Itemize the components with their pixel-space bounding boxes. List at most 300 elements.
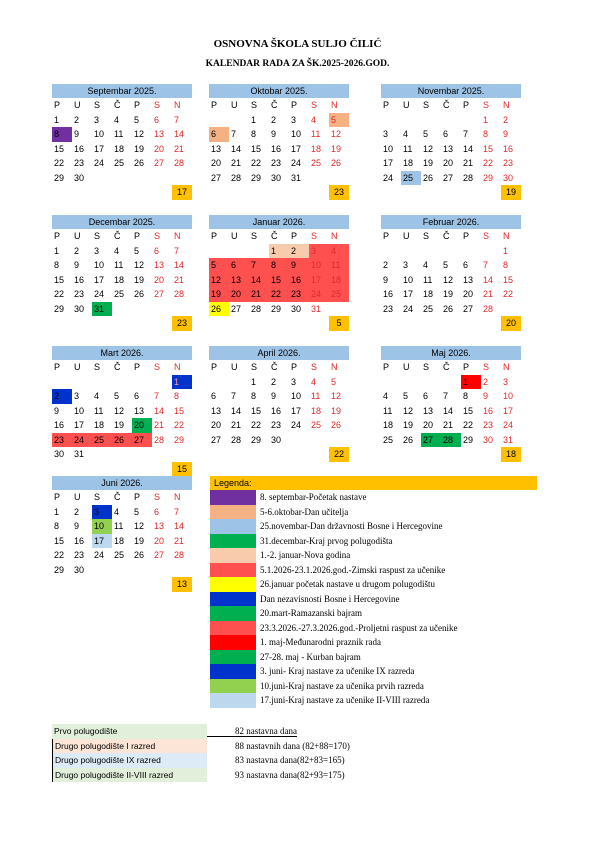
day-cell: 5 <box>423 129 429 139</box>
day-cell: 24 <box>94 550 105 560</box>
day-cell: 6 <box>209 127 229 142</box>
legend-swatch <box>210 679 256 694</box>
day-cell: 7 <box>174 245 180 256</box>
empty-cell <box>209 316 229 331</box>
weekday-label: P <box>291 231 298 241</box>
day-cell: 18 <box>114 274 125 285</box>
legend-swatch <box>210 534 256 549</box>
day-cell: 26 <box>134 158 145 168</box>
empty-cell <box>92 462 112 477</box>
day-cell: 26 <box>331 420 342 430</box>
weekday-label: S <box>483 100 490 110</box>
empty-cell <box>421 244 441 259</box>
day-cell: 14 <box>231 143 242 154</box>
empty-cell <box>172 563 192 578</box>
day-cell: 1 <box>503 245 509 256</box>
day-cell: 24 <box>291 420 302 430</box>
weekday-label: S <box>483 231 490 241</box>
day-cell: 25 <box>329 287 349 302</box>
empty-cell <box>112 563 132 578</box>
day-cell: 24 <box>309 287 329 302</box>
day-cell: 21 <box>154 420 165 430</box>
teaching-days-count: 15 <box>172 462 192 477</box>
empty-cell <box>72 462 92 477</box>
day-cell: 7 <box>174 114 180 125</box>
day-cell: 23 <box>383 303 394 314</box>
empty-cell <box>229 447 249 462</box>
weekday-label: Č <box>271 100 278 110</box>
day-cell: 28 <box>483 303 494 314</box>
day-cell: 5 <box>403 391 409 401</box>
day-cell: 6 <box>154 114 160 125</box>
empty-cell <box>209 447 229 462</box>
summary-row <box>52 739 372 754</box>
empty-cell <box>72 316 92 331</box>
day-cell: 13 <box>423 405 434 416</box>
summary-row <box>52 724 372 739</box>
weekday-label: N <box>331 362 338 372</box>
day-cell: 3 <box>94 245 100 256</box>
summary-value: 88 nastavnih dana (82+88=170) <box>235 740 350 751</box>
weekday-label: S <box>311 362 318 372</box>
day-cell: 1 <box>251 114 257 125</box>
empty-cell <box>152 171 172 186</box>
day-cell: 1 <box>54 506 60 517</box>
day-cell: 20 <box>463 289 474 299</box>
day-cell: 16 <box>383 289 394 299</box>
weekday-label: P <box>383 362 390 372</box>
day-cell: 4 <box>114 114 120 125</box>
empty-cell <box>441 316 461 331</box>
day-cell: 11 <box>94 405 104 416</box>
day-cell: 16 <box>54 420 65 430</box>
day-cell: 23 <box>483 420 494 430</box>
empty-cell <box>152 316 172 331</box>
day-cell: 12 <box>134 129 145 139</box>
day-cell: 7 <box>231 391 237 401</box>
empty-cell <box>421 316 441 331</box>
day-cell: 29 <box>483 172 494 183</box>
empty-cell <box>401 244 421 259</box>
summary-label: Prvo polugodište <box>52 724 207 739</box>
empty-cell <box>112 577 132 592</box>
day-cell: 23 <box>74 158 85 168</box>
day-grid <box>209 229 349 331</box>
day-cell: 12 <box>423 143 434 154</box>
empty-cell <box>152 577 172 592</box>
day-cell: 18 <box>403 158 414 168</box>
legend-text: 1.-2. januar-Nova godina <box>260 550 351 561</box>
empty-cell <box>269 316 289 331</box>
weekday-label: P <box>54 100 61 110</box>
day-cell: 18 <box>311 143 322 154</box>
day-cell: 30 <box>74 172 85 183</box>
day-cell: 8 <box>503 260 509 270</box>
day-cell: 22 <box>503 289 514 299</box>
empty-cell <box>401 113 421 128</box>
teaching-days-count: 19 <box>501 185 521 200</box>
day-cell: 31 <box>74 449 85 459</box>
day-cell: 23 <box>271 158 282 168</box>
empty-cell <box>309 171 329 186</box>
weekday-label: S <box>423 231 430 241</box>
day-cell: 4 <box>403 129 409 139</box>
weekday-label: N <box>503 100 510 110</box>
legend-text: 5.1.2026-23.1.2026.god.-Zimski raspust za učenike <box>260 564 446 575</box>
day-cell: 5 <box>329 113 349 128</box>
day-cell: 29 <box>174 434 185 445</box>
weekday-label: P <box>54 362 61 372</box>
weekday-label: N <box>174 362 181 372</box>
empty-cell <box>381 375 401 390</box>
day-cell: 10 <box>74 405 85 416</box>
day-cell: 23 <box>503 158 514 168</box>
month-block <box>209 346 349 462</box>
day-cell: 6 <box>423 391 429 401</box>
weekday-label: S <box>423 362 430 372</box>
day-cell: 2 <box>271 376 277 387</box>
month-name: Maj 2026. <box>381 346 521 360</box>
weekday-label: P <box>134 492 141 502</box>
legend-swatch <box>210 650 256 665</box>
weekday-label: N <box>331 231 338 241</box>
weekday-label: Č <box>443 100 450 110</box>
day-cell: 12 <box>403 405 414 416</box>
empty-cell <box>52 462 72 477</box>
day-cell: 24 <box>291 158 302 168</box>
day-cell: 8 <box>463 391 469 401</box>
day-cell: 9 <box>271 129 277 139</box>
weekday-label: S <box>94 100 101 110</box>
day-cell: 17 <box>94 274 105 285</box>
day-cell: 24 <box>72 433 92 448</box>
empty-cell <box>309 447 329 462</box>
empty-cell <box>309 433 329 448</box>
weekday-label: P <box>291 100 298 110</box>
day-cell: 9 <box>54 405 60 416</box>
day-cell: 31 <box>503 434 514 445</box>
empty-cell <box>441 113 461 128</box>
teaching-days-count: 18 <box>501 447 521 462</box>
day-cell: 28 <box>154 434 165 445</box>
day-cell: 11 <box>311 391 321 401</box>
empty-cell <box>229 113 249 128</box>
day-grid <box>52 360 192 476</box>
legend-swatch <box>210 548 256 563</box>
empty-cell <box>152 447 172 462</box>
legend-item <box>210 519 537 534</box>
weekday-label: Č <box>114 231 121 241</box>
day-cell: 7 <box>249 258 269 273</box>
weekday-label: U <box>74 492 81 502</box>
empty-cell <box>329 302 349 317</box>
day-cell: 2 <box>74 245 80 256</box>
summary-row <box>52 768 372 783</box>
empty-cell <box>132 171 152 186</box>
day-cell: 10 <box>403 274 414 285</box>
day-cell: 27 <box>211 172 222 183</box>
day-cell: 29 <box>54 564 65 575</box>
days-summary <box>52 724 372 782</box>
month-name: Mart 2026. <box>52 346 192 360</box>
weekday-label: N <box>503 231 510 241</box>
empty-cell <box>92 577 112 592</box>
day-cell: 25 <box>311 420 322 430</box>
weekday-label: S <box>94 362 101 372</box>
day-cell: 16 <box>271 405 282 416</box>
day-cell: 30 <box>271 172 282 183</box>
day-cell: 26 <box>209 302 229 317</box>
day-cell: 3 <box>92 505 112 520</box>
day-cell: 31 <box>311 303 322 314</box>
day-cell: 13 <box>154 260 165 270</box>
day-cell: 23 <box>74 550 85 560</box>
day-cell: 10 <box>291 129 302 139</box>
day-cell: 8 <box>52 127 72 142</box>
day-cell: 19 <box>331 405 342 416</box>
day-cell: 17 <box>291 143 302 154</box>
day-cell: 21 <box>463 158 474 168</box>
empty-cell <box>92 563 112 578</box>
day-cell: 14 <box>463 143 474 154</box>
day-cell: 22 <box>174 420 185 430</box>
day-cell: 21 <box>249 287 269 302</box>
day-cell: 2 <box>483 376 489 387</box>
empty-cell <box>132 447 152 462</box>
legend-item <box>210 693 537 708</box>
day-cell: 8 <box>269 258 289 273</box>
empty-cell <box>229 375 249 390</box>
month-name: Novembar 2025. <box>381 84 521 98</box>
weekday-label: P <box>463 100 470 110</box>
empty-cell <box>309 316 329 331</box>
legend-text: 1. maj-Međunarodni praznik rada <box>260 637 381 648</box>
day-cell: 6 <box>229 258 249 273</box>
day-cell: 22 <box>251 158 262 168</box>
day-cell: 12 <box>443 274 454 285</box>
day-cell: 13 <box>211 405 222 416</box>
day-grid <box>381 360 521 462</box>
day-cell: 23 <box>52 433 72 448</box>
day-grid <box>52 490 192 592</box>
day-cell: 26 <box>112 433 132 448</box>
day-cell: 14 <box>174 260 185 270</box>
teaching-days-count: 17 <box>172 185 192 200</box>
day-cell: 16 <box>74 274 85 285</box>
day-cell: 18 <box>94 420 105 430</box>
day-cell: 19 <box>134 274 145 285</box>
empty-cell <box>229 316 249 331</box>
day-cell: 8 <box>54 521 60 531</box>
legend-swatch <box>210 592 256 607</box>
empty-cell <box>132 185 152 200</box>
day-cell: 23 <box>74 289 85 299</box>
day-cell: 26 <box>423 172 434 183</box>
day-cell: 29 <box>54 172 65 183</box>
school-name: OSNOVNA ŠKOLA SULJO ČILIĆ <box>213 38 382 50</box>
empty-cell <box>481 316 501 331</box>
empty-cell <box>381 185 401 200</box>
day-cell: 3 <box>74 391 80 401</box>
empty-cell <box>152 375 172 390</box>
day-cell: 10 <box>503 391 514 401</box>
day-cell: 7 <box>483 260 489 270</box>
day-cell: 22 <box>269 287 289 302</box>
day-cell: 21 <box>231 158 242 168</box>
empty-cell <box>501 302 521 317</box>
month-name: Septembar 2025. <box>52 84 192 98</box>
day-cell: 20 <box>132 418 152 433</box>
weekday-label: U <box>403 362 410 372</box>
day-cell: 17 <box>92 534 112 549</box>
weekday-label: Č <box>114 492 121 502</box>
day-cell: 24 <box>503 420 514 430</box>
empty-cell <box>112 171 132 186</box>
day-cell: 20 <box>154 535 165 546</box>
day-cell: 7 <box>463 129 469 139</box>
month-block <box>381 215 521 331</box>
day-cell: 20 <box>154 143 165 154</box>
day-cell: 20 <box>154 274 165 285</box>
empty-cell <box>309 185 329 200</box>
day-cell: 3 <box>291 114 297 125</box>
day-cell: 22 <box>54 289 65 299</box>
legend-item <box>210 548 537 563</box>
legend-item <box>210 621 537 636</box>
day-cell: 18 <box>383 420 394 430</box>
empty-cell <box>289 447 309 462</box>
empty-cell <box>249 447 269 462</box>
day-cell: 1 <box>54 114 60 125</box>
day-cell: 29 <box>463 434 474 445</box>
day-cell: 25 <box>92 433 112 448</box>
summary-label: Drugo polugodište II-VIII razred <box>52 768 207 783</box>
legend-items <box>210 490 537 708</box>
day-cell: 19 <box>134 143 145 154</box>
day-cell: 5 <box>134 506 140 517</box>
day-cell: 20 <box>229 287 249 302</box>
day-cell: 18 <box>329 273 349 288</box>
day-cell: 2 <box>383 260 389 270</box>
weekday-label: U <box>403 100 410 110</box>
day-cell: 15 <box>463 405 474 416</box>
day-cell: 24 <box>383 172 394 183</box>
day-cell: 28 <box>174 550 185 560</box>
teaching-days-count: 20 <box>501 316 521 331</box>
day-cell: 28 <box>174 289 185 299</box>
day-cell: 27 <box>463 303 474 314</box>
day-cell: 19 <box>114 420 125 430</box>
month-name: April 2026. <box>209 346 349 360</box>
empty-cell <box>401 316 421 331</box>
legend-item <box>210 577 537 592</box>
day-cell: 25 <box>114 158 125 168</box>
weekday-label: U <box>74 100 81 110</box>
day-cell: 3 <box>94 114 100 125</box>
legend-item <box>210 664 537 679</box>
day-cell: 20 <box>211 158 222 168</box>
day-cell: 13 <box>463 274 474 285</box>
day-cell: 16 <box>483 405 494 416</box>
day-grid <box>209 360 349 462</box>
weekday-label: P <box>134 100 141 110</box>
day-cell: 27 <box>154 289 165 299</box>
weekday-label: P <box>211 362 218 372</box>
day-cell: 29 <box>54 303 65 314</box>
day-cell: 14 <box>249 273 269 288</box>
empty-cell <box>381 244 401 259</box>
empty-cell <box>441 447 461 462</box>
day-cell: 4 <box>329 244 349 259</box>
day-cell: 28 <box>231 172 242 183</box>
day-cell: 4 <box>383 391 389 401</box>
day-cell: 14 <box>443 405 454 416</box>
weekday-label: Č <box>271 362 278 372</box>
day-cell: 14 <box>154 405 165 416</box>
day-cell: 9 <box>74 260 80 270</box>
day-cell: 28 <box>174 158 185 168</box>
day-cell: 26 <box>443 303 454 314</box>
weekday-label: S <box>154 362 161 372</box>
day-cell: 16 <box>271 143 282 154</box>
day-cell: 13 <box>443 143 454 154</box>
day-cell: 15 <box>503 274 514 285</box>
day-cell: 19 <box>443 289 454 299</box>
weekday-label: U <box>231 231 238 241</box>
day-cell: 16 <box>289 273 309 288</box>
day-cell: 9 <box>74 521 80 531</box>
legend-item <box>210 635 537 650</box>
weekday-label: S <box>154 231 161 241</box>
day-cell: 1 <box>251 376 257 387</box>
empty-cell <box>421 447 441 462</box>
legend-swatch <box>210 664 256 679</box>
day-cell: 30 <box>291 303 302 314</box>
empty-cell <box>381 113 401 128</box>
empty-cell <box>209 113 229 128</box>
empty-cell <box>249 316 269 331</box>
weekday-label: N <box>503 362 510 372</box>
day-cell: 30 <box>74 303 85 314</box>
summary-label: Drugo polugodište IX razred <box>52 753 207 768</box>
day-cell: 20 <box>423 420 434 430</box>
weekday-label: S <box>251 231 258 241</box>
day-cell: 21 <box>231 420 242 430</box>
weekday-label: N <box>174 100 181 110</box>
legend-swatch <box>210 505 256 520</box>
day-cell: 13 <box>134 405 145 416</box>
weekday-label: P <box>54 231 61 241</box>
empty-cell <box>52 375 72 390</box>
day-cell: 19 <box>423 158 434 168</box>
legend-swatch <box>210 490 256 505</box>
legend-text: 23.3.2026.-27.3.2026.god.-Proljetni raspust za učenike <box>260 622 458 633</box>
day-cell: 11 <box>403 143 413 154</box>
weekday-label: P <box>383 231 390 241</box>
day-grid <box>381 98 521 200</box>
day-cell: 27 <box>211 434 222 445</box>
empty-cell <box>421 375 441 390</box>
day-cell: 12 <box>331 129 342 139</box>
day-cell: 4 <box>114 245 120 256</box>
legend-swatch <box>210 563 256 578</box>
day-cell: 11 <box>329 258 349 273</box>
day-cell: 28 <box>441 433 461 448</box>
day-cell: 26 <box>134 550 145 560</box>
teaching-days-count: 13 <box>172 577 192 592</box>
weekday-label: S <box>154 100 161 110</box>
weekday-label: S <box>311 100 318 110</box>
